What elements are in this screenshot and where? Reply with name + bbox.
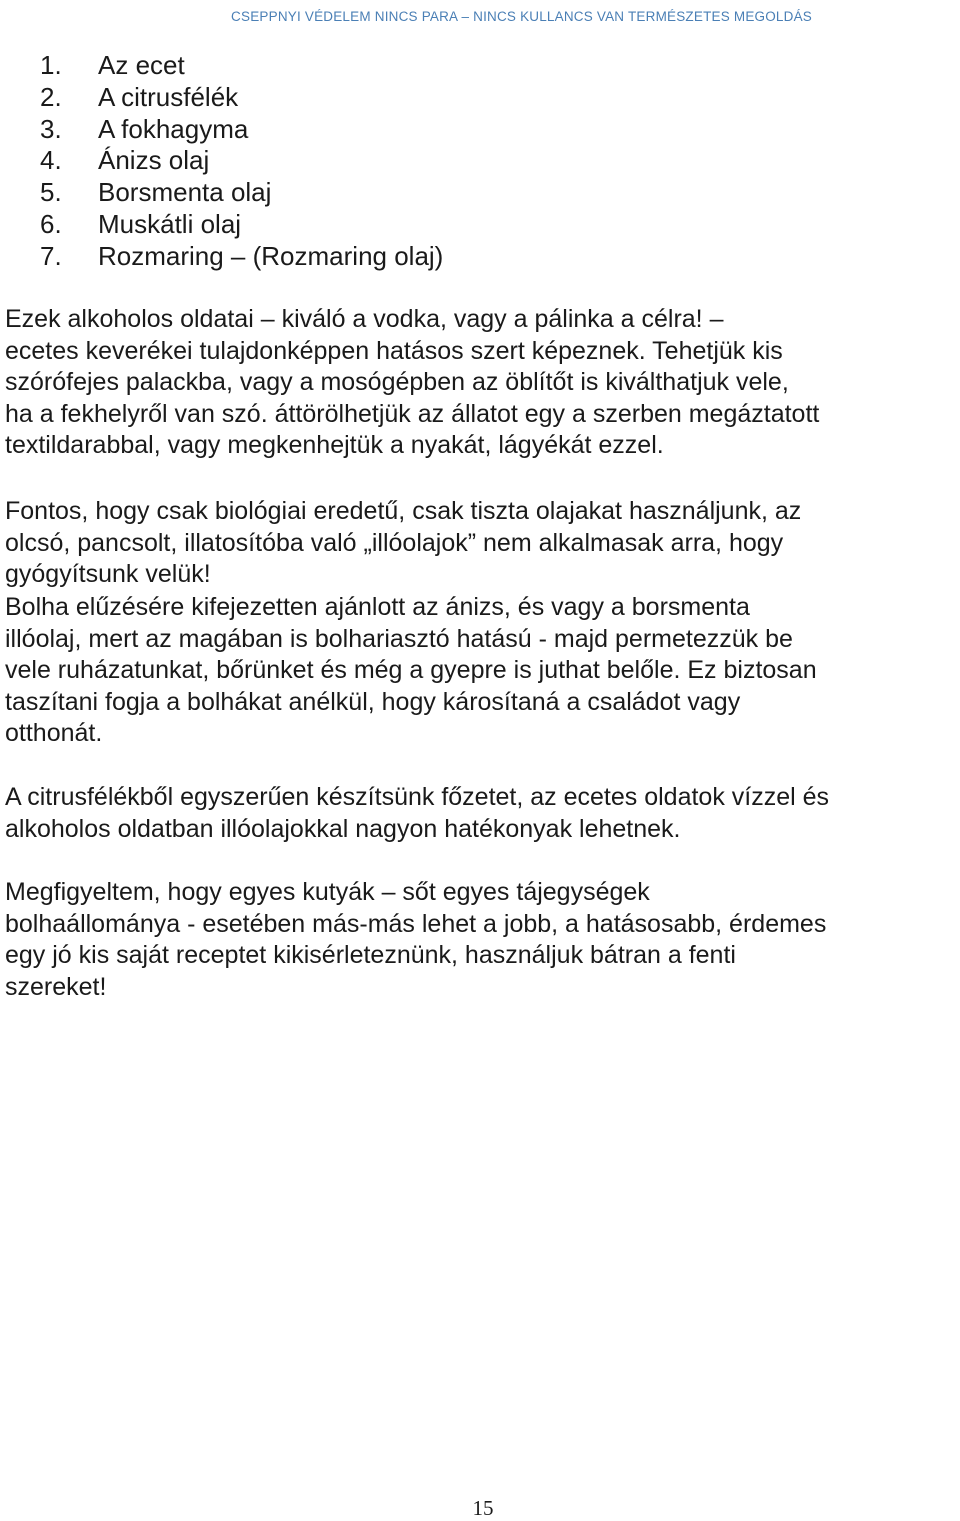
paragraph-line: illóolaj, mert az magában is bolhariasztó hatású - majd permetezzük be <box>5 624 793 653</box>
paragraph-line: Fontos, hogy csak biológiai eredetű, csak tiszta olajakat használjunk, az <box>5 497 802 525</box>
paragraph-line: ecetes keverékei tulajdonképpen hatásos szert képeznek. Tehetjük kis <box>5 336 783 365</box>
list-item-text: Ánizs olaj <box>98 145 210 176</box>
paragraph-line: A citrusfélékből egyszerűen készítsünk főzetet, az ecetes oldatok vízzel és <box>5 783 830 811</box>
list-item-number: 2. <box>40 81 62 112</box>
list-item-number: 4. <box>40 145 62 176</box>
paragraph-line: egy jó kis saját receptet kikisérleteznünk, használjuk bátran a fenti <box>5 941 736 970</box>
paragraph-line: Bolha elűzésére kifejezetten ajánlott az ánizs, és vagy a borsmenta <box>5 593 750 621</box>
paragraph-line: otthonát. <box>5 719 103 748</box>
running-header: CSEPPNYI VÉDELEM NINCS PARA – NINCS KULLANCS VAN TERMÉSZETES MEGOLDÁS <box>231 9 812 24</box>
list-item-text: Rozmaring – (Rozmaring olaj) <box>98 240 444 271</box>
list-item-text: Az ecet <box>98 50 185 80</box>
paragraph-line: szórófejes palackba, vagy a mosógépben az öblítőt is kiválthatjuk vele, <box>5 368 789 397</box>
paragraph-citrus <box>5 782 829 845</box>
page-number: 15 <box>472 1496 494 1520</box>
list-item-number: 3. <box>40 113 62 144</box>
paragraph-line: szereket! <box>5 972 107 1001</box>
list-item <box>0 82 443 114</box>
paragraph-line: Megfigyeltem, hogy egyes kutyák – sőt egyes tájegységek <box>5 878 650 906</box>
paragraph-observation <box>5 877 826 1003</box>
paragraph-line: taszítani fogja a bolhákat anélkül, hogy károsítaná a családot vagy <box>5 687 741 716</box>
list-item-number: 5. <box>40 177 62 208</box>
list-item <box>0 50 443 82</box>
paragraph-pure-oils <box>5 496 801 591</box>
list-item <box>0 177 443 209</box>
list-item <box>0 114 443 146</box>
paragraph-flea-repellent <box>5 592 817 750</box>
list-item-text: Muskátli olaj <box>98 208 242 239</box>
paragraph-line: vele ruházatunkat, bőrünket és még a gyepre is juthat belőle. Ez biztosan <box>5 656 817 685</box>
list-item-text: Borsmenta olaj <box>98 177 272 208</box>
list-item <box>0 145 443 177</box>
paragraph-line: Ezek alkoholos oldatai – kiváló a vodka, vagy a pálinka a célra! – <box>5 305 724 333</box>
paragraph-line: gyógyítsunk velük! <box>5 560 211 589</box>
remedy-list <box>0 50 443 273</box>
list-item-number: 1. <box>40 50 62 80</box>
paragraph-alcohol-solutions <box>5 304 819 462</box>
list-item-text: A fokhagyma <box>98 113 249 144</box>
list-item-number: 7. <box>40 240 62 271</box>
paragraph-line: bolhaállománya - esetében más-más lehet a jobb, a hatásosabb, érdemes <box>5 909 827 938</box>
paragraph-line: alkoholos oldatban illóolajokkal nagyon hatékonyak lehetnek. <box>5 814 681 843</box>
list-item-number: 6. <box>40 208 62 239</box>
list-item <box>0 241 443 273</box>
list-item <box>0 209 443 241</box>
paragraph-line: textildarabbal, vagy megkenhejtük a nyakát, lágyékát ezzel. <box>5 431 664 460</box>
paragraph-line: olcsó, pancsolt, illatosítóba való „illóolajok” nem alkalmasak arra, hogy <box>5 528 784 557</box>
list-item-text: A citrusfélék <box>98 81 239 112</box>
paragraph-line: ha a fekhelyről van szó. áttörölhetjük az állatot egy a szerben megáztatott <box>5 399 820 428</box>
